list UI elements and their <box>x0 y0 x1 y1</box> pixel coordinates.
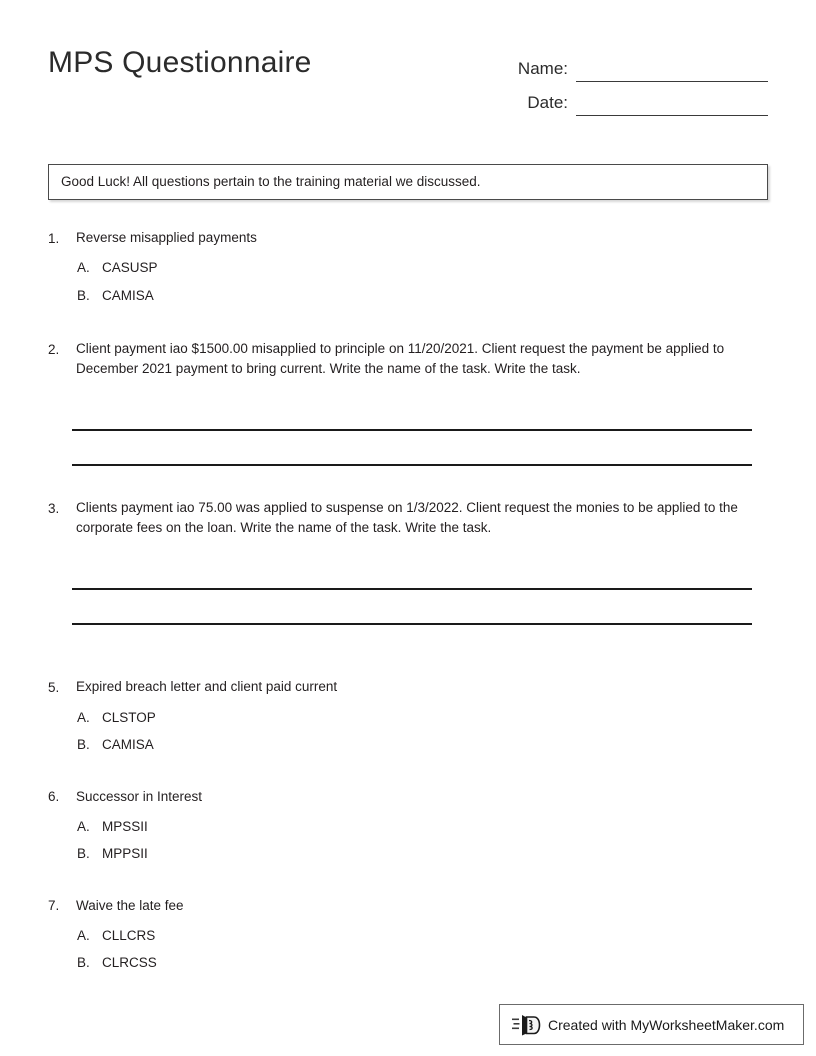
question-item <box>48 787 768 864</box>
worksheet-maker-label: Created with MyWorksheetMaker.com <box>548 1016 785 1033</box>
question-text: Reverse misapplied payments <box>76 230 257 245</box>
option-item[interactable] <box>48 926 768 946</box>
date-field-row <box>478 82 768 116</box>
option-letter: A. <box>77 927 90 943</box>
question-item <box>48 339 768 466</box>
question-item <box>48 677 768 754</box>
option-letter: B. <box>77 737 90 753</box>
option-text: CLLCRS <box>102 927 156 943</box>
question-text: Waive the late fee <box>76 897 184 913</box>
page-title: MPS Questionnaire <box>48 46 312 79</box>
page-header <box>48 40 768 126</box>
worksheet-maker-badge[interactable] <box>499 1004 804 1045</box>
answer-line[interactable] <box>72 396 752 431</box>
answer-lines <box>72 396 752 466</box>
question-text: Clients payment iao 75.00 was applied to suspense on 1/3/2022. Client request the monies to be applied to the corporate fees on the loan. Write the name of the task. Write the task. <box>76 500 738 535</box>
option-text: MPPSII <box>102 846 148 862</box>
name-field-label: Name: <box>517 59 568 78</box>
option-letter: A. <box>77 260 90 276</box>
option-item[interactable] <box>48 844 768 864</box>
question-item <box>48 498 768 625</box>
questions-list <box>48 228 768 981</box>
question-heading <box>48 339 768 378</box>
answer-line[interactable] <box>72 431 752 466</box>
answer-lines <box>72 555 752 625</box>
option-item[interactable] <box>48 817 768 837</box>
option-text: CAMISA <box>102 737 154 753</box>
question-options <box>48 926 768 973</box>
question-heading <box>48 896 768 916</box>
question-text: Expired breach letter and client paid current <box>76 679 338 695</box>
question-options <box>48 817 768 864</box>
option-item[interactable] <box>48 286 768 306</box>
question-number: 3. <box>48 500 60 516</box>
question-heading <box>48 498 768 537</box>
option-item[interactable] <box>48 735 768 755</box>
option-letter: B. <box>77 846 90 862</box>
question-options <box>48 708 768 755</box>
question-heading <box>48 787 768 807</box>
option-text: CASUSP <box>102 260 158 276</box>
date-input-line[interactable] <box>576 93 768 116</box>
name-input-line[interactable] <box>576 59 768 82</box>
question-options <box>48 258 768 305</box>
question-heading <box>48 677 768 697</box>
question-number: 7. <box>48 898 60 914</box>
option-text: CAMISA <box>102 287 154 303</box>
student-info-fields <box>478 48 768 116</box>
option-item[interactable] <box>48 708 768 728</box>
question-item <box>48 896 768 973</box>
option-letter: A. <box>77 818 90 834</box>
option-text: CLSTOP <box>102 709 156 725</box>
option-letter: B. <box>77 287 90 303</box>
question-number: 5. <box>48 679 60 695</box>
question-item <box>48 228 768 305</box>
question-heading <box>48 228 768 248</box>
option-text: MPSSII <box>102 818 148 834</box>
question-text: Client payment iao $1500.00 misapplied to principle on 11/20/2021. Client request the payment be applied to December 2021 payment to bring current. Write the name of the task. Write the task. <box>76 341 725 376</box>
answer-line[interactable] <box>72 590 752 625</box>
question-text: Successor in Interest <box>76 788 203 804</box>
question-number: 6. <box>48 789 60 805</box>
answer-line[interactable] <box>72 555 752 590</box>
option-text: CLRCSS <box>102 955 157 971</box>
worksheet-maker-logo-icon <box>512 1013 542 1037</box>
question-number: 2. <box>48 341 60 357</box>
option-letter: B. <box>77 955 90 971</box>
name-field-row <box>478 48 768 82</box>
question-number: 1. <box>48 230 60 246</box>
option-letter: A. <box>77 709 90 725</box>
instructions-box <box>48 164 768 200</box>
option-item[interactable] <box>48 258 768 278</box>
instructions-text: Good Luck! All questions pertain to the training material we discussed. <box>61 173 481 189</box>
date-field-label: Date: <box>527 93 568 112</box>
option-item[interactable] <box>48 953 768 973</box>
